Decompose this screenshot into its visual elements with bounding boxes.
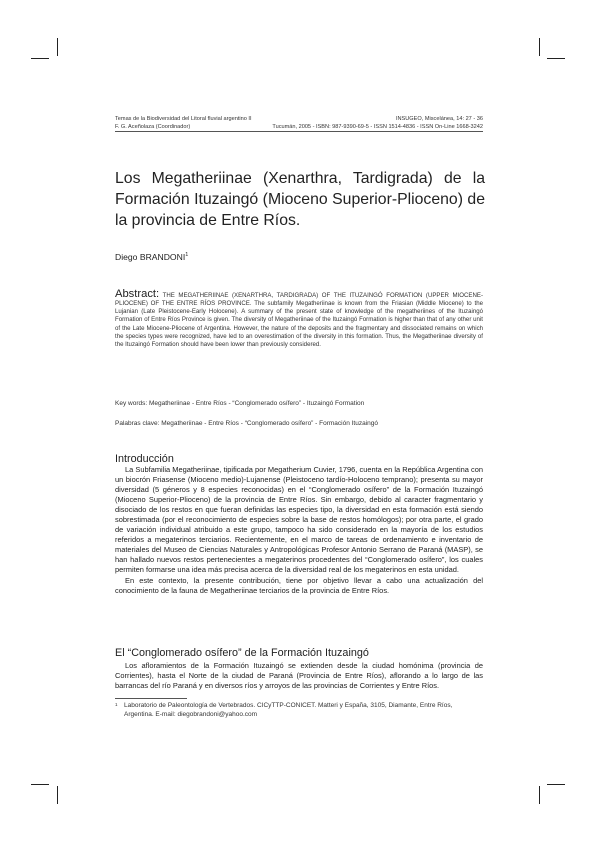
crop-mark [57,786,58,804]
footnote-rule [115,698,187,699]
crop-mark [547,58,565,59]
footnote-text: Laboratorio de Paleontología de Vertebrados. CICyTTP-CONICET. Matteri y España, 3105, Diamante, Entre Ríos, Argentina. E-mail: diegobrandoni@yahoo.com [124,702,453,719]
header-rule [115,131,483,132]
header-series: Temas de la Biodiversidad del Litoral fluvial argentino II [115,116,252,122]
abstract-text: The subfamily Megatheriinae is known from the Friasian (Middle Miocene) to the Lujanian (Late Pleistocene-Early Holocene). A summary of the present state of knowledge of the megatheriines of the Ituzaingó Formation of Entre Ríos Province is given. The diversity of Megatheriinae of the Ituzaingó Formation is higher than that of any other unit of the Late Miocene-Pliocene of Argentina. However, the nature of the deposits and the fragmentary and dissociated remains on which the species types were recognized, have led to an overestimation of the diversity in this formation. Thus, the Megatheriinae diversity of the Ituzaingó Formation should have been lower than previously considered. [115,300,483,348]
intro-body [115,465,483,596]
intro-paragraph-1: La Subfamilia Megatheriinae, tipificada por Megatherium Cuvier, 1796, cuenta en la República Argentina con un biocrón Friasense (Mioceno medio)-Lujanense (Pleistoceno tardío-Holoceno temprano); presenta su mayor diversidad (5 géneros y 8 especies reconocidas) en el “Conglomerado osífero” de la Formación Ituzaingó (Mioceno Superior-Plioceno) de la provincia de Entre Ríos. Sin embargo, debido al caracter fragmentario y disociado de los restos en que fueran definidas las especies tipo, la diversidad en esta formación está siendo sobrestimada (por el reconocimiento de especies sobre la base de restos homólogos); por otra parte, el grado de variación individual atribuido a este grupo, tampoco ha sido considerado en la mayoría de los estudios referidos a megaterinos terciarios. Recientemente, en el marco de tareas de ordenamiento e inventario de materiales del Museo de Ciencias Naturales y Antropológicas Profesor Antonio Serrano de Paraná (MASP), se han hallado nuevos restos pertenecientes a megaterinos procedentes del “Conglomerado osífero”, los cuales permiten formarse una idea más precisa acerca de la diversidad real de los megaterinos en esta unidad. [115,465,483,575]
abstract-heading: THE MEGATHERIINAE (XENARTHRA, TARDIGRADA) OF THE ITUZAINGÓ FORMATION (UPPER MIOCENE-PLIOCENE) OF THE ENTRE RÍOS PROVINCE. [115,292,483,308]
article-title: Los Megatheriinae (Xenarthra, Tardigrada) de la Formación Ituzaingó (Mioceno Superior-Plioceno) de la provincia de Entre Ríos. [115,170,485,229]
abstract-label: Abstract: [115,288,160,300]
footnote [115,701,483,720]
crop-mark [539,786,540,804]
abstract [115,290,483,349]
intro-paragraph-2: En este contexto, la presente contribución, tiene por objetivo llevar a cabo una actualización del conocimiento de la fauna de Megatheriinae terciarios de la provincia de Entre Ríos. [115,575,483,595]
author-name: Diego BRANDONI [115,252,186,262]
author-footnote-mark: 1 [185,252,189,259]
author [115,252,188,262]
header-coordinator: F. G. Aceñolaza (Coordinador) [115,124,191,130]
keywords: Key words: Megatheriinae - Entre Ríos - “Conglomerado osífero” - Ituzaingó Formation [115,400,365,407]
section2-body [115,661,483,691]
crop-mark [57,38,58,56]
crop-mark [31,58,49,59]
crop-mark [547,784,565,785]
section2-paragraph-1: Los afloramientos de la Formación Ituzaingó se extienden desde la ciudad homónima (provincia de Corrientes), hasta el Norte de la ciudad de Paraná (Provincia de Entre Ríos), aflorando a lo largo de las barrancas del río Paraná y en diversos ríos y arroyos de las provincias de Corrientes y Entre Ríos. [115,661,483,691]
header-isbn: Tucumán, 2005 - ISBN: 987-9390-69-5 - ISSN 1514-4836 - ISSN On-Line 1668-3242 [272,124,483,130]
crop-mark [31,784,49,785]
section-heading-conglomerado: El “Conglomerado osífero” de la Formación Ituzaingó [115,647,369,659]
header-journal: INSUGEO, Miscelánea, 14: 27 - 36 [395,116,483,122]
crop-mark [539,38,540,56]
running-header [115,115,483,131]
intro-heading: Introducción [115,453,174,465]
footnote-mark: 1 [115,702,118,707]
palabras-clave: Palabras clave: Megatheriinae - Entre Ríos - “Conglomerado osífero” - Formación Ituzaingó [115,420,379,427]
